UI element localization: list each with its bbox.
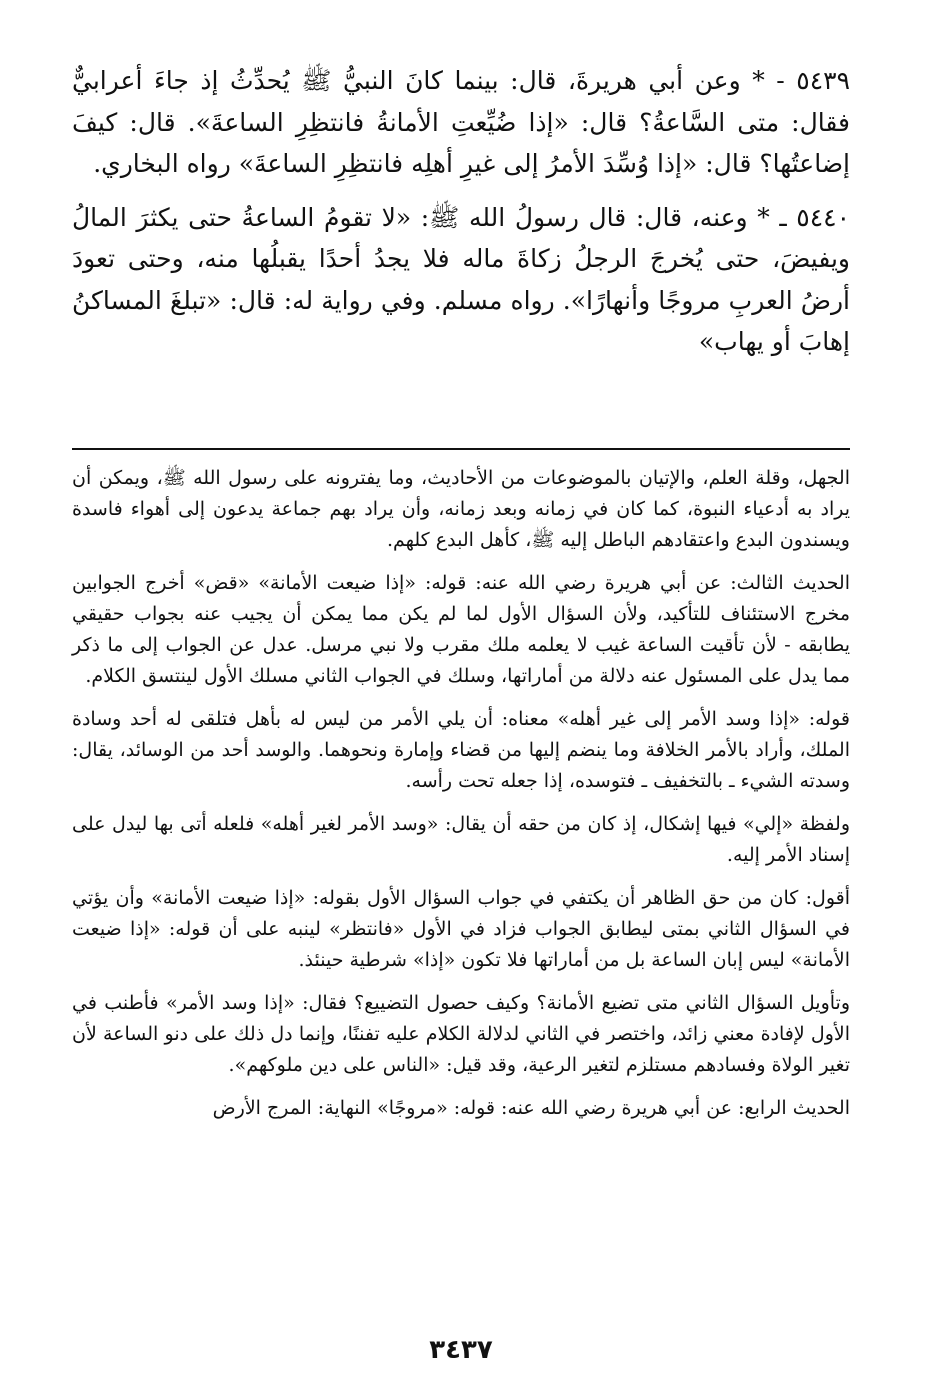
commentary-notes xyxy=(72,463,850,1136)
note-paragraph: وتأويل السؤال الثاني متى تضيع الأمانة؟ وكيف حصول التضييع؟ فقال: «إذا وسد الأمر» فأطنب في الأول لإفادة معني زائد، واختصر في الثاني لدلالة الكلام عليه تفننًا، وإنما دل ذلك على دنو الساعة لأن تغير الولاة وفسادهم مستلزم لتغير الرعية، وقد قيل: «الناس على دين ملوكهم». xyxy=(72,992,851,1076)
hadith-5440: ٥٤٤٠ ـ * وعنه، قال: قال رسولُ الله ﷺ: «لا تقومُ الساعةُ حتى يكثرَ المالُ ويفيضَ، حتى يُخرجَ الرجلُ زكاةَ ماله فلا يجدُ أحدًا يقبلُها منه، وحتى تعودَ أرضُ العربِ مروجًا وأنهارًا». رواه مسلم. وفي رواية له: قال: «تبلغَ المساكنُ إهابَ أو يهاب» xyxy=(72,202,850,356)
hadith-5439: ٥٤٣٩ - * وعن أبي هريرةَ، قال: بينما كانَ النبيُّ ﷺ يُحدِّثُ إذ جاءَ أعرابيٌّ فقال: متى السَّاعةُ؟ قال: «إذا ضُيِّعتِ الأمانةُ فانتظِرِ الساعةَ». قال: كيفَ إضاعتُها؟ قال: «إذا وُسِّدَ الأمرُ إلى غيرِ أهلِه فانتظِرِ الساعةَ» رواه البخاري. xyxy=(72,66,850,178)
note-paragraph: قوله: «إذا وسد الأمر إلى غير أهله» معناه: أن يلي الأمر من ليس له بأهل فتلقى له أحد وسادة الملك، وأراد بالأمر الخلافة وما ينضم إليها من قضاء وإمارة ونحوهما. والوسد أحد من الوسائد، يقال: وسدته الشيء ـ بالتخفيف ـ فتوسده، إذا جعله تحت رأسه. xyxy=(72,708,850,792)
page-number: ٣٤٣٧ xyxy=(429,1335,493,1365)
note-paragraph: ولفظة «إلي» فيها إشكال، إذ كان من حقه أن يقال: «وسد الأمر لغير أهله» فلعله أتى بها ليدل على إسناد الأمر إليه. xyxy=(72,813,850,866)
footnote-divider xyxy=(72,448,850,450)
book-page xyxy=(72,60,850,1380)
note-paragraph: الحديث الرابع: عن أبي هريرة رضي الله عنه: قوله: «مروجًا» النهاية: المرج الأرض xyxy=(212,1097,850,1119)
note-paragraph: أقول: كان من حق الظاهر أن يكتفي في جواب السؤال الأول بقوله: «إذا ضيعت الأمانة» وأن يؤتي في السؤال الثاني بمتى ليطابق الجواب فزاد في الأول «فانتظر» لينبه على أن قوله: «إذا ضيعت الأمانة» ليس إبان الساعة بل من أماراتها فلا تكون «إذا» شرطية حينئذ. xyxy=(72,887,850,971)
note-paragraph: الحديث الثالث: عن أبي هريرة رضي الله عنه: قوله: «إذا ضيعت الأمانة» «قض» أخرج الجوابين مخرج الاستئناف للتأكيد، ولأن السؤال الأول لما لم يكن مما يمكن أن يجيب عنه بجواب حقيقي يطابقه - لأن تأقيت الساعة غيب لا يعلمه ملك مقرب ولا نبي مرسل. عدل عن الجواب إلى ما ذكر مما يدل على المسئول عنه دلالة من أماراتها، وسلك في الجواب الثاني مسلك الأول لينتسق الكلام. xyxy=(72,572,850,687)
note-paragraph: الجهل، وقلة العلم، والإتيان بالموضوعات من الأحاديث، وما يفترونه على رسول الله ﷺ، ويمكن أن يراد به أدعياء النبوة، كما كان في زمانه وبعد زمانه، وأن يراد بهم جماعة يدعون إلى أهواء فاسدة ويسندون البدع واعتقادهم الباطل إليه ﷺ، كأهل البدع كلهم. xyxy=(72,467,850,551)
